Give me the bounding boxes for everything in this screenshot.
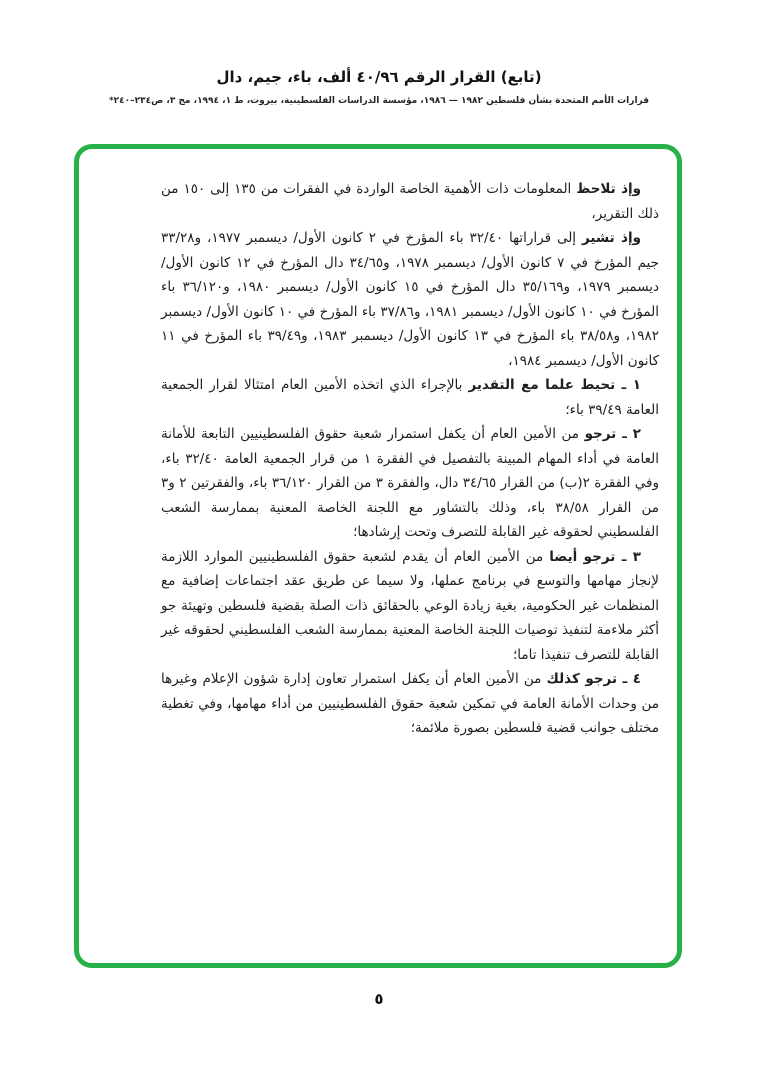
paragraph-lead: وإذ تلاحظ (576, 181, 642, 197)
paragraph-text: بالإجراء الذي اتخذه الأمين العام امتثالا لقرار الجمعية العامة ٣٩/٤٩ باء؛ (161, 377, 659, 418)
paragraph-lead: وإذ تشير (582, 230, 641, 246)
paragraph-number: ٣ ـ (615, 548, 641, 565)
preamble-paragraph-2 (161, 226, 659, 373)
paragraph-lead: ترجو أيضا (549, 548, 616, 565)
paragraph-number: ٢ ـ (616, 426, 642, 442)
document-title: (تابع) القرار الرقم ٤٠/٩٦ ألف، باء، جيم، دال (216, 68, 542, 86)
body-text (161, 177, 659, 741)
preamble-paragraph-1 (161, 177, 659, 226)
content-border-box (74, 144, 682, 968)
operative-paragraph-1 (161, 373, 659, 422)
paragraph-text: من الأمين العام أن يكفل استمرار شعبة حقوق الفلسطينيين التابعة للأمانة العامة في أداء المهام المبينة بالتفصيل في الفقرة ١ من قرار الجمعية العامة ٣٢/٤٠ باء، وفي الفقرة ٢(ب) من القرار ٣٤/٦٥ دال، والفقرة ٣ من القرار ٣٦/١٢٠ باء، والفقرتين ٢ و٣ من القرار ٣٨/٥٨ باء، وذلك بالتشاور مع اللجنة الخاصة المعنية بممارسة الشعب الفلسطيني لحقوقه غير القابلة للتصرف وتحت إرشادها؛ (161, 426, 659, 540)
paragraph-lead: ترجو (584, 426, 617, 442)
paragraph-text: من الأمين العام أن يقدم لشعبة حقوق الفلسطينيين الموارد اللازمة لإنجاز مهامها والتوسع في برنامج عملها، ولا سيما عن طريق عقد اجتماعات إضافية مع المنظمات غير الحكومية، بغية زيادة الوعي بالحقائق ذات الصلة بقضية فلسطين وتهيئة جو أكثر ملاءمة لتنفيذ توصيات اللجنة الخاصة المعنية بممارسة الشعب الفلسطيني لحقوقه غير القابلة للتصرف تنفيذا تاما؛ (161, 548, 659, 663)
paragraph-text: إلى قراراتها ٣٢/٤٠ باء المؤرخ في ٢ كانون الأول/ ديسمبر ١٩٧٧، و٣٣/٢٨ جيم المؤرخ في ٧ كانون الأول/ ديسمبر ١٩٧٨، و٣٤/٦٥ دال المؤرخ في ١٢ كانون الأول/ ديسمبر ١٩٧٩، و٣٥/١٦٩ دال المؤرخ في ١٥ كانون الأول/ ديسمبر ١٩٨٠، و٣٦/١٢٠ باء المؤرخ في ١٠ كانون الأول/ ديسمبر ١٩٨١، و٣٧/٨٦ باء المؤرخ في ١٠ كانون الأول/ ديسمبر ١٩٨٢، و٣٨/٥٨ باء المؤرخ في ١٣ كانون الأول/ ديسمبر ١٩٨٣، و٣٩/٤٩ باء المؤرخ في ١١ كانون الأول/ ديسمبر ١٩٨٤، (161, 230, 660, 369)
paragraph-number: ١ ـ (615, 377, 641, 393)
operative-paragraph-4 (161, 667, 659, 741)
document-header (0, 68, 758, 106)
operative-paragraph-3 (161, 545, 659, 668)
paragraph-lead: تحيط علما مع التقدير (468, 377, 616, 393)
paragraph-number: ٤ ـ (617, 671, 642, 687)
page-number: ٥ (374, 990, 384, 1008)
paragraph-lead: ترجو كذلك (546, 671, 618, 687)
operative-paragraph-2 (161, 422, 659, 545)
document-source-line: قرارات الأمم المتحدة بشأن فلسطين ١٩٨٢ — ١٩٨٦، مؤسسة الدراسات الفلسطينية، بيروت، ط ١، ١٩٩٤، مج ٣، ص٢٣٤–٢٤٠* (108, 96, 650, 106)
paragraph-text: المعلومات ذات الأهمية الخاصة الواردة في الفقرات من ١٣٥ إلى ١٥٠ من ذلك التقرير، (161, 181, 659, 222)
paragraph-text: من الأمين العام أن يكفل استمرار تعاون إدارة شؤون الإعلام وغيرها من وحدات الأمانة العامة في تمكين شعبة حقوق الفلسطينيين من أداء مهامها، وفي تغطية مختلف جوانب قضية فلسطين بصورة ملائمة؛ (161, 671, 659, 736)
